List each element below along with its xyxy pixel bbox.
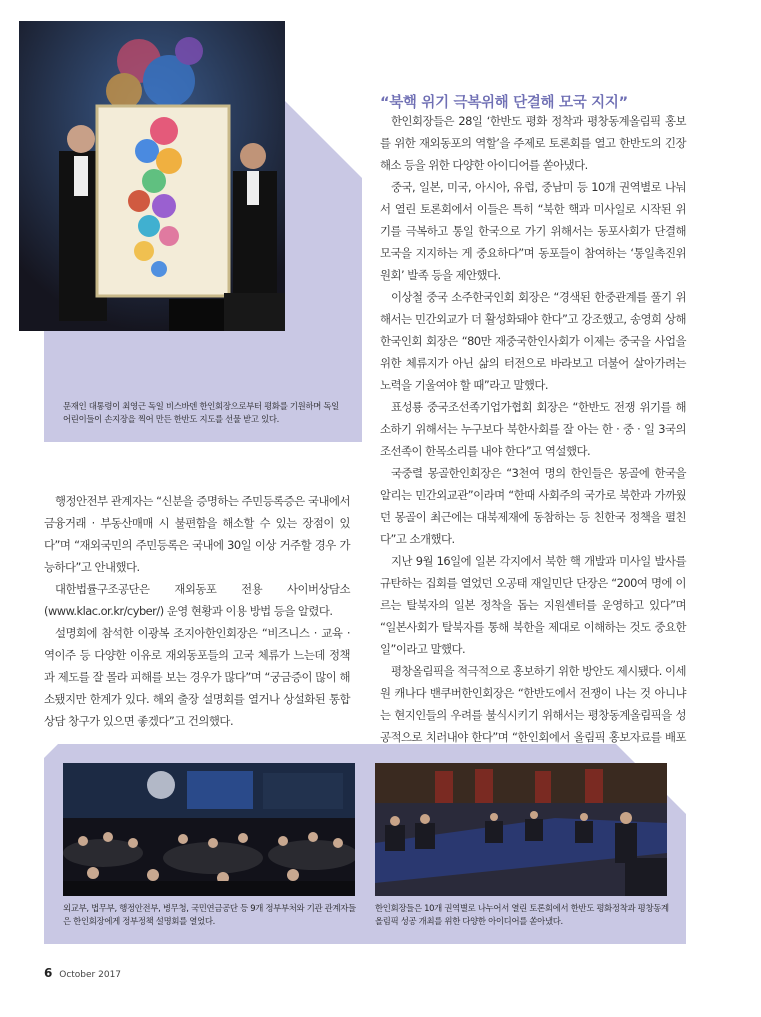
paragraph: 국중렬 몽골한인회장은 “3천여 명의 한인들은 몽골에 한국을 알리는 민간외교관”이라며 “한때 사회주의 국가로 북한과 가까웠던 몽골이 최근에는 대북제재에 동참하는 등 친한국 정책을 펼친다”고 소개했다. bbox=[380, 466, 686, 546]
discussion-photo-illustration bbox=[375, 763, 667, 896]
left-column bbox=[44, 490, 350, 732]
paragraph: 행정안전부 관계자는 “신분을 증명하는 주민등록증은 국내에서 금융거래 · 부동산매매 시 불편함을 해소할 수 있는 장점이 있다”며 “재외국민의 주민등록은 국내에 30일 이상 거주할 경우 가능하다”고 안내했다. bbox=[44, 494, 350, 574]
article-headline: “북핵 위기 극복위해 단결해 모국 지지” bbox=[380, 95, 628, 111]
main-photo bbox=[19, 21, 285, 331]
paragraph: 대한법률구조공단은 재외동포 전용 사이버상담소(www.klac.or.kr/cyber/) 운영 현황과 이용 방법 등을 알렸다. bbox=[44, 582, 350, 618]
paragraph: 평창올림픽을 적극적으로 홍보하기 위한 방안도 제시됐다. 이세원 캐나다 밴쿠버한인회장은 “한반도에서 전쟁이 나는 것 아니냐는 현지인들의 우려를 불식시키기 위해서는 평창동계올림픽을 성공적으로 치러내야 한다”며 “한인회에서 올림픽 홍보자료를 배포 bbox=[380, 664, 686, 744]
paragraph: 설명회에 참석한 이광복 조지아한인회장은 “비즈니스 · 교육 · 역이주 등 다양한 이유로 재외동포들의 고국 체류가 느는데 정책과 제도를 잘 몰라 피해를 보는 경우가 많다”며 “궁금증이 많이 해소됐지만 한계가 있다. 해외 출장 설명회를 열거나 상설화된 통합 상담 창구가 있으면 좋겠다”고 건의했다. bbox=[44, 626, 350, 728]
discussion-photo bbox=[375, 763, 667, 896]
decorative-corner bbox=[272, 88, 362, 178]
main-photo-caption: 문재인 대통령이 최영근 독일 비스바덴 한인회장으로부터 평화를 기원하며 독일 어린이들이 손지장을 찍어 만든 한반도 지도를 선물 받고 있다. bbox=[63, 401, 339, 424]
paragraph: 이상철 중국 소주한국인회 회장은 “경색된 한중관계를 풀기 위해서는 민간외교가 더 활성화돼야 한다”고 강조했고, 송영희 상해한국인회 회장은 “80만 재중국한인사회가 이제는 중국을 사업을 위한 체류지가 아닌 삶의 터전으로 바라보고 더불어 살아가려는 노력을 기울여야 할 때”라고 말했다. bbox=[380, 290, 686, 392]
decorative-corner bbox=[44, 744, 58, 758]
right-column bbox=[380, 110, 686, 770]
paragraph: 중국, 일본, 미국, 아시아, 유럽, 중남미 등 10개 권역별로 나눠서 열린 토론회에서 이들은 특히 “북한 핵과 미사일로 시작된 위기를 극복하고 통일 한국으로 가기 위해서는 동포사회가 단결해 모국을 지지하는 게 중요하다”며 동포들이 참여하는 ‘통일촉진위원회’ 발족 등을 제안했다. bbox=[380, 180, 686, 282]
page-footer bbox=[44, 966, 121, 980]
paragraph: 표성룡 중국조선족기업가협회 회장은 “한반도 전쟁 위기를 해소하기 위해서는 누구보다 북한사회를 잘 아는 한 · 중 · 일 3국의 조선족이 한목소리를 내야 한다”고 역설했다. bbox=[380, 400, 686, 458]
briefing-photo-illustration bbox=[63, 763, 355, 896]
briefing-photo-caption: 외교부, 법무부, 행정안전부, 병무청, 국민연금공단 등 9개 정부부처와 기관 관계자들은 한인회장에게 정부정책 설명회를 열었다. bbox=[63, 903, 356, 926]
page-number: 6 bbox=[44, 966, 53, 980]
paragraph: 한인회장들은 28일 ‘한반도 평화 정착과 평창동계올림픽 홍보를 위한 재외동포의 역할’을 주제로 토론회를 열고 한반도의 긴장해소 등을 위한 다양한 아이디어를 쏟아냈다. bbox=[380, 114, 686, 172]
paragraph: 지난 9월 16일에 일본 각지에서 북한 핵 개발과 미사일 발사를 규탄하는 집회를 열었던 오공태 재일민단 단장은 “200여 명에 이르는 탈북자의 일본 정착을 돕는 지원센터를 운영하고 있다”며 “일본사회가 탈북자를 통해 북한을 제대로 이해하는 것도 중요한 일”이라고 말했다. bbox=[380, 554, 686, 656]
main-photo-illustration bbox=[19, 21, 285, 331]
issue-date: October 2017 bbox=[59, 970, 122, 980]
discussion-photo-caption: 한인회장들은 10개 권역별로 나누어서 열린 토론회에서 한반도 평화정착과 평창동계올림픽 성공 개최를 위한 다양한 아이디어를 쏟아냈다. bbox=[375, 903, 669, 926]
briefing-photo bbox=[63, 763, 355, 896]
